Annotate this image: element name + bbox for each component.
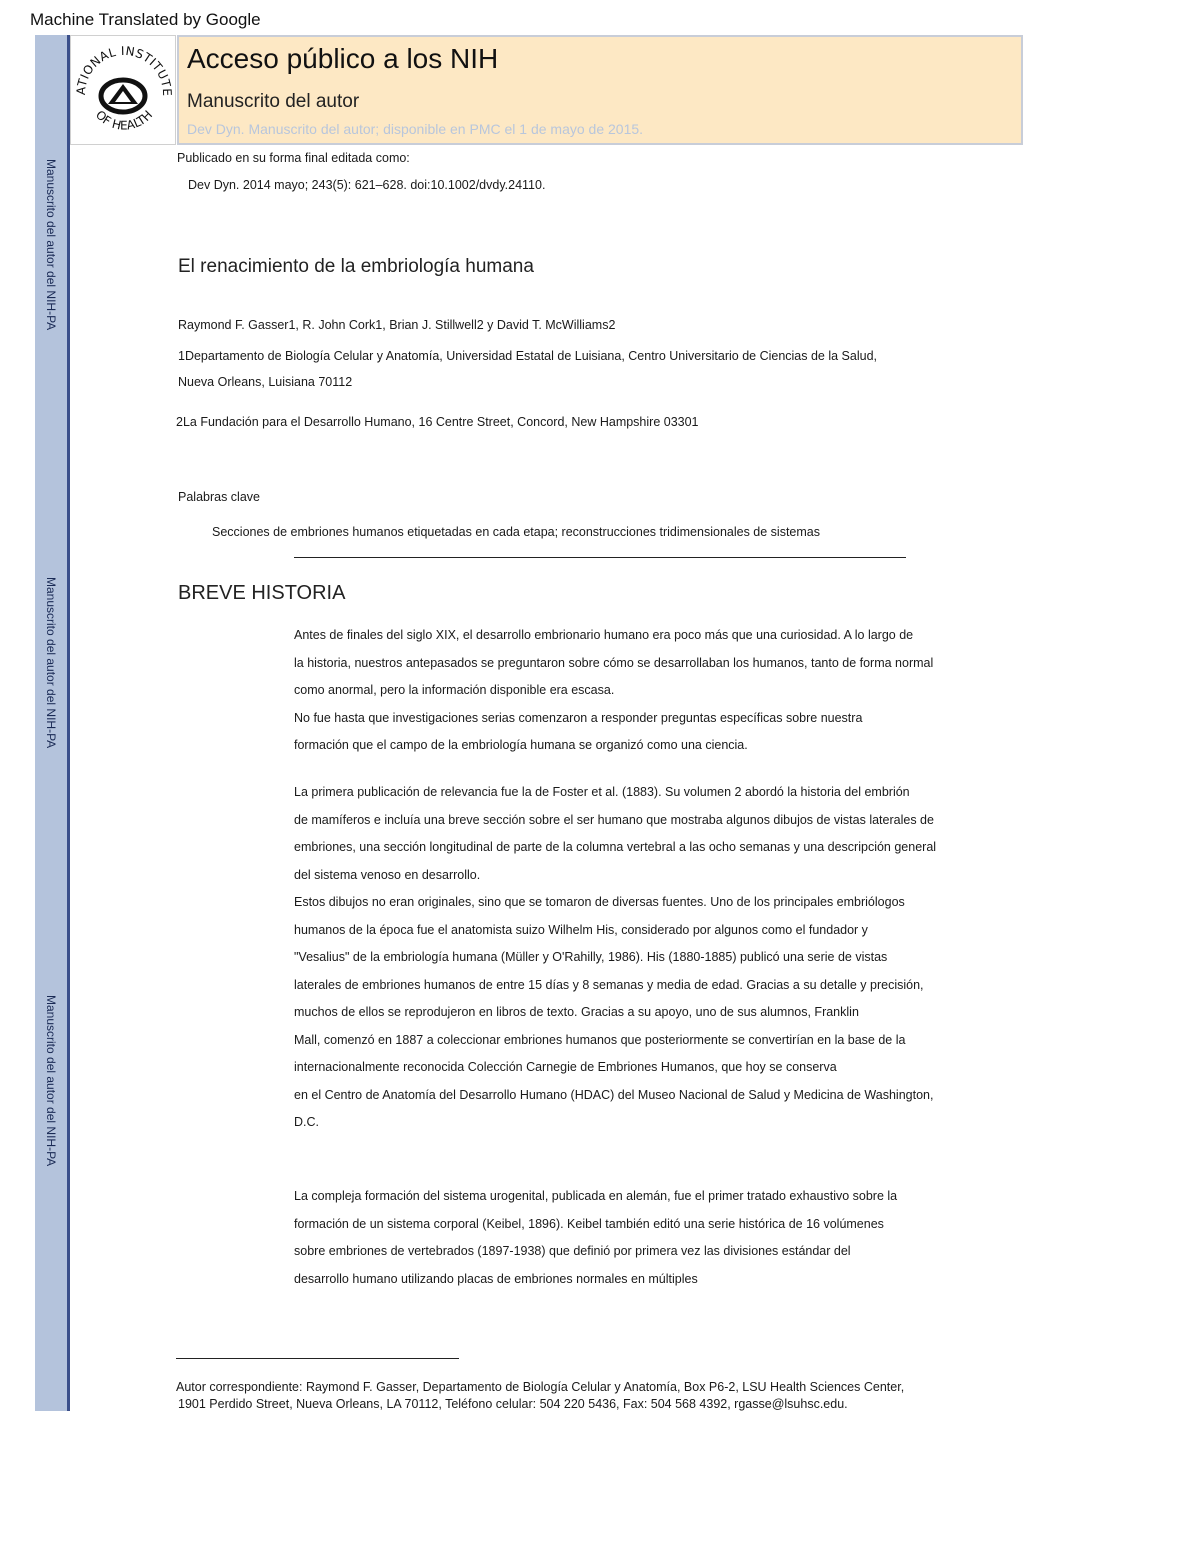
keywords-label: Palabras clave bbox=[178, 490, 260, 504]
affiliation-1-line-2: Nueva Orleans, Luisiana 70112 bbox=[178, 375, 353, 389]
header-citation: Dev Dyn. Manuscrito del autor; disponible en PMC el 1 de mayo de 2015. bbox=[187, 121, 644, 137]
authors: Raymond F. Gasser1, R. John Cork1, Brian J. Stillwell2 y David T. McWilliams2 bbox=[178, 318, 616, 332]
affiliation-1-line-1: 1Departamento de Biología Celular y Anatomía, Universidad Estatal de Luisiana, Centro Universitario de Ciencias de la Salud, bbox=[178, 349, 877, 363]
keywords-divider bbox=[294, 557, 906, 558]
paragraph-line: sobre embriones de vertebrados (1897-1938) que definió por primera vez las divisiones estándar del bbox=[294, 1244, 851, 1258]
machine-translation-banner: Machine Translated by Google bbox=[30, 10, 261, 29]
paragraph-3 bbox=[294, 1183, 1029, 1293]
paragraph-line: "Vesalius" de la embriología humana (Müller y O'Rahilly, 1986). His (1880-1885) publicó una serie de vistas bbox=[294, 950, 888, 964]
footnote-line-2: 1901 Perdido Street, Nueva Orleans, LA 70112, Teléfono celular: 504 220 5436, Fax: 504 568 4392, rgasse@lsuhsc.edu. bbox=[178, 1397, 848, 1411]
paragraph-line: en el Centro de Anatomía del Desarrollo Humano (HDAC) del Museo Nacional de Salud y Medicina de Washington, bbox=[294, 1087, 934, 1102]
paragraph-line: Mall, comenzó en 1887 a coleccionar embriones humanos que posteriormente se convertirían en la base de la bbox=[294, 1032, 906, 1047]
header-title: Acceso público a los NIH bbox=[187, 43, 499, 74]
paragraph-line: Antes de finales del siglo XIX, el desarrollo embrionario humano era poco más que una curiosidad. A lo largo de bbox=[294, 628, 914, 642]
svg-text:OF HEALTH: OF HEALTH bbox=[92, 107, 156, 133]
paragraph-line: embriones, una sección longitudinal de parte de la columna vertebral a las ocho semanas y una descripción general bbox=[294, 840, 937, 854]
affiliation-2: 2La Fundación para el Desarrollo Humano, 16 Centre Street, Concord, New Hampshire 03301 bbox=[176, 415, 699, 429]
paragraph-line: formación de un sistema corporal (Keibel, 1896). Keibel también editó una serie histórica de 16 volúmenes bbox=[294, 1216, 884, 1231]
article-title: El renacimiento de la embriología humana bbox=[178, 256, 534, 277]
paragraph-line: la historia, nuestros antepasados se preguntaron sobre cómo se desarrollaban los humanos, tanto de forma normal bbox=[294, 655, 934, 670]
paragraph-line: como anormal, pero la información disponible era escasa. bbox=[294, 683, 615, 697]
paragraph-line: D.C. bbox=[294, 1115, 319, 1129]
nih-seal-icon bbox=[71, 36, 175, 144]
keywords: Secciones de embriones humanos etiquetadas en cada etapa; reconstrucciones tridimensionales de sistemas bbox=[212, 525, 820, 539]
header-subtitle: Manuscrito del autor bbox=[187, 91, 360, 112]
header-box bbox=[177, 35, 1023, 145]
footnote-divider bbox=[176, 1358, 459, 1359]
footnote-line-1: Autor correspondiente: Raymond F. Gasser, Departamento de Biología Celular y Anatomía, Box P6-2, LSU Health Sciences Center, bbox=[176, 1380, 905, 1394]
paragraph-line: del sistema venoso en desarrollo. bbox=[294, 867, 481, 882]
paragraph-line: muchos de ellos se reprodujeron en libros de texto. Gracias a su apoyo, uno de sus alumnos, Franklin bbox=[294, 1005, 859, 1019]
paragraph-1 bbox=[294, 622, 1029, 760]
sidebar-label: Manuscrito del autor del NIH-PA bbox=[44, 577, 58, 749]
sidebar-label: Manuscrito del autor del NIH-PA bbox=[44, 159, 58, 331]
paragraph-line: formación que el campo de la embriología humana se organizó como una ciencia. bbox=[294, 738, 748, 752]
paragraph-line: No fue hasta que investigaciones serias comenzaron a responder preguntas específicas sobre nuestra bbox=[294, 710, 863, 725]
paragraph-line: de mamíferos e incluía una breve sección sobre el ser humano que mostraba algunos dibujos de vistas laterales de bbox=[294, 812, 934, 827]
sidebar-label: Manuscrito del autor del NIH-PA bbox=[44, 995, 58, 1167]
paragraph-line: La primera publicación de relevancia fue la de Foster et al. (1883). Su volumen 2 abordó la historia del embrión bbox=[294, 785, 910, 799]
paragraph-line: humanos de la época fue el anatomista suizo Wilhelm His, considerado por algunos como el fundador y bbox=[294, 922, 868, 937]
paragraph-line: laterales de embriones humanos de entre 15 días y 8 semanas y media de edad. Gracias a su detalle y precisión, bbox=[294, 977, 924, 992]
publication-reference: Dev Dyn. 2014 mayo; 243(5): 621–628. doi:10.1002/dvdy.24110. bbox=[188, 178, 546, 192]
paragraph-2 bbox=[294, 779, 1029, 1137]
paragraph-line: Estos dibujos no eran originales, sino que se tomaron de diversas fuentes. Uno de los principales embriólogos bbox=[294, 895, 905, 909]
nih-logo bbox=[70, 35, 176, 145]
section-heading: BREVE HISTORIA bbox=[178, 582, 346, 604]
paragraph-line: La compleja formación del sistema urogenital, publicada en alemán, fue el primer tratado exhaustivo sobre la bbox=[294, 1189, 898, 1203]
paragraph-line: internacionalmente reconocida Colección Carnegie de Embriones Humanos, que hoy se conserva bbox=[294, 1060, 837, 1074]
publication-label: Publicado en su forma final editada como: bbox=[177, 151, 410, 165]
paragraph-line: desarrollo humano utilizando placas de embriones normales en múltiples bbox=[294, 1271, 698, 1286]
nih-pa-sidebar bbox=[35, 35, 70, 1411]
svg-text:NATIONAL INSTITUTES: ATIONAL INSTITUTE bbox=[73, 43, 175, 97]
